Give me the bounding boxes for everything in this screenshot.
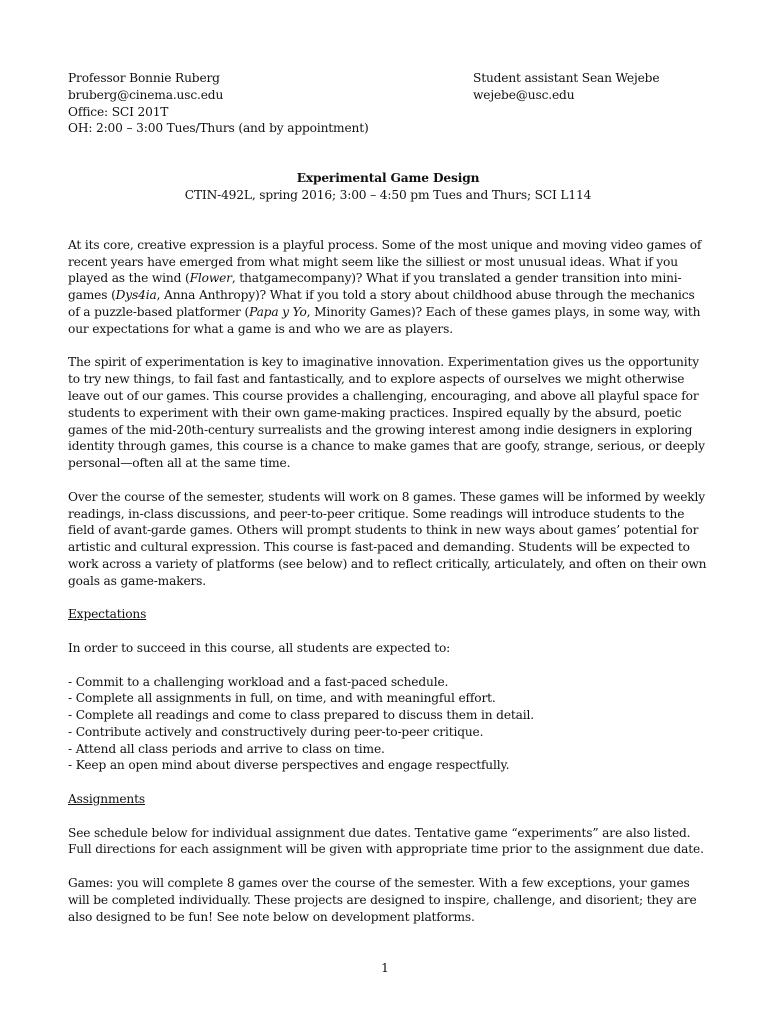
syllabus-page [68,70,708,925]
list-item: - Keep an open mind about diverse perspectives and engage respectfully. [68,758,510,773]
expectations-list [68,674,708,775]
assignments-heading: Assignments [68,792,145,807]
intro-paragraph-3: Over the course of the semester, students will work on 8 games. These games will be informed by weekly readings, in-class discussions, and peer-to-peer critique. Some readings will introduce students to the field of avant-garde games. Others will prompt students to think in new ways about games’ potential for artistic and cultural expression. This course is fast-paced and demanding. Students will be expected to work across a variety of platforms (see below) and to reflect critically, articulately, and often on their own goals as game-makers. [68,489,707,588]
contact-header [68,70,708,137]
intro-text: , Anna Anthropy)? What if you told a story about childhood abuse through the mechanics of a puzzle-based platformer ( [68,288,695,319]
expectations-lead: In order to succeed in this course, all students are expected to: [68,640,451,655]
assistant-name: Student assistant Sean Wejebe [473,71,660,85]
course-title: Experimental Game Design [296,171,480,186]
professor-email: bruberg@cinema.usc.edu [68,87,224,102]
professor-info [68,70,369,137]
expectations-heading: Expectations [68,607,147,622]
assignments-paragraph-2: Games: you will complete 8 games over the course of the semester. With a few exceptions, your games will be completed individually. These projects are designed to inspire, challenge, and disorient; they are also designed to be fun! See note below on development platforms. [68,876,697,924]
intro-paragraph-1 [68,237,708,338]
intro-text: , thatgamecompany)? What if you translated a gender transition into mini-games ( [68,271,682,303]
intro-paragraph-2: The spirit of experimentation is key to imaginative innovation. Experimentation gives us the opportunity to try new things, to fail fast and fantastically, and to explore aspects of ourselves we might otherwise leave out of our games. This course provides a challenging, encouraging, and above all playful space for students to experiment with their own game-making practices. Inspired equally by the absurd, poetic games of the mid-20th-century surrealists and the growing interest among indie designers in exploring identity through games, this course is a chance to make games that are goofy, strange, serious, or deeply personal—often all at the same time. [68,355,705,471]
assignments-paragraph-1: See schedule below for individual assignment due dates. Tentative game “experiments” are also listed. Full directions for each assignment will be given with appropriate time prior to the assignment due date. [68,825,704,857]
list-item: - Complete all assignments in full, on time, and with meaningful effort. [68,691,496,706]
game-title-papa-y-yo: Papa y Yo [249,304,307,319]
intro-text: , Minority Games)? Each of these games plays, in some way, with our expectations for what a game is and who we are as players. [68,304,701,336]
game-title-dys4ia: Dys4ia [115,288,157,303]
assistant-email: wejebe@usc.edu [473,87,575,102]
game-title-flower: Flower [189,271,232,286]
list-item: - Commit to a challenging workload and a fast-paced schedule. [68,674,449,689]
page-number: 1 [381,961,389,975]
list-item: - Complete all readings and come to class prepared to discuss them in detail. [68,708,534,723]
professor-name: Professor Bonnie Ruberg [68,71,220,85]
office-hours: OH: 2:00 – 3:00 Tues/Thurs (and by appointment) [68,121,369,136]
list-item: - Attend all class periods and arrive to class on time. [68,741,385,756]
course-subtitle: CTIN-492L, spring 2016; 3:00 – 4:50 pm Tues and Thurs; SCI L114 [184,187,592,202]
list-item: - Contribute actively and constructively during peer-to-peer critique. [68,724,484,739]
assistant-info [473,70,708,137]
intro-text: At its core, creative expression is a playful process. Some of the most unique and moving video games of recent years have emerged from what might seem like the silliest or most unusual ideas. What if you played as the wind ( [68,237,702,286]
course-title-block [68,170,708,204]
professor-office: Office: SCI 201T [68,104,169,119]
